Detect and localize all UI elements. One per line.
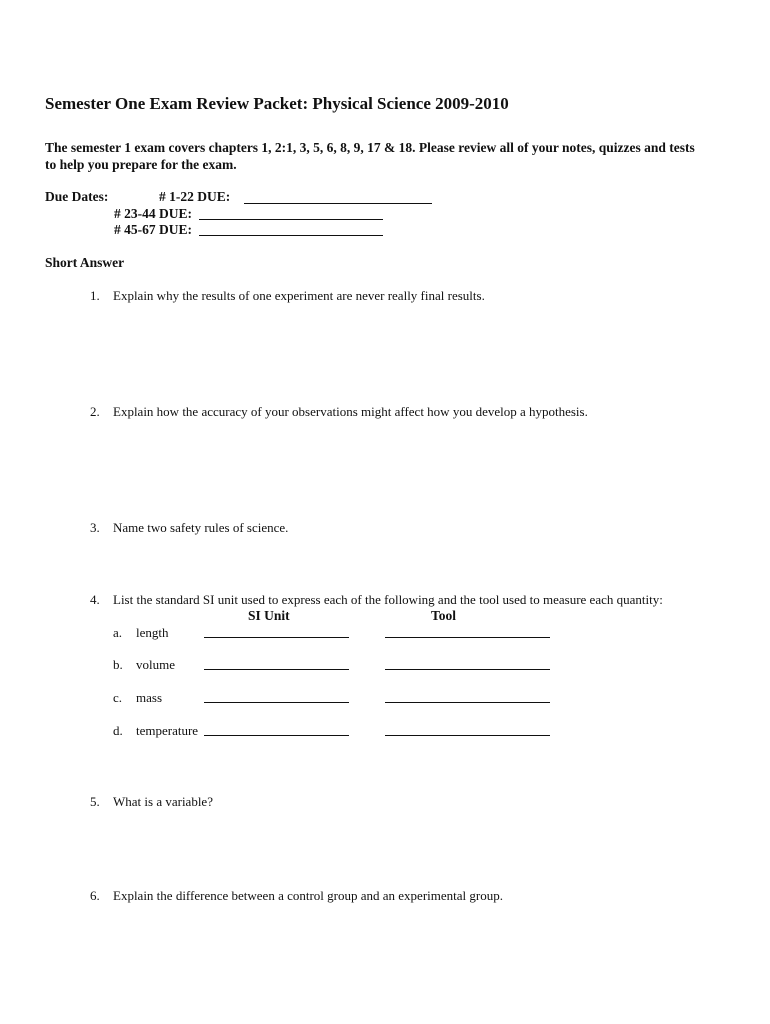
question-text: Explain how the accuracy of your observations might affect how you develop a hypothesis. (113, 404, 588, 419)
row-label: temperature (136, 723, 199, 738)
due-date-entry-1: # 1-22 DUE: (159, 189, 231, 204)
tool-blank-temperature[interactable] (385, 735, 550, 736)
si-unit-blank-volume[interactable] (204, 669, 349, 670)
intro-line-1: The semester 1 exam covers chapters 1, 2:1, 3, 5, 6, 8, 9, 17 & 18. Please review all of your notes, quizzes and tests (45, 140, 695, 155)
tool-blank-length[interactable] (385, 637, 550, 638)
question-number: 5. (90, 794, 100, 809)
row-letter: a. (113, 625, 123, 640)
question-number: 6. (90, 888, 100, 903)
section-heading: Short Answer (45, 255, 125, 270)
si-unit-blank-mass[interactable] (204, 702, 349, 703)
row-label: volume (136, 657, 175, 672)
si-unit-blank-length[interactable] (204, 637, 349, 638)
question-text: List the standard SI unit used to express each of the following and the tool used to measure each quantity: (113, 592, 663, 607)
tool-blank-volume[interactable] (385, 669, 550, 670)
due-date-entry-3: # 45-67 DUE: (114, 222, 192, 237)
question-text: Explain the difference between a control group and an experimental group. (113, 888, 503, 903)
due-dates-label: Due Dates: (45, 189, 109, 204)
si-unit-blank-temperature[interactable] (204, 735, 349, 736)
question-number: 2. (90, 404, 100, 419)
question-number: 3. (90, 520, 100, 535)
due-date-blank-2[interactable] (199, 219, 383, 220)
intro-line-2: to help you prepare for the exam. (45, 157, 237, 172)
row-letter: b. (113, 657, 123, 672)
tool-column-header: Tool (431, 608, 457, 623)
due-date-entry-2: # 23-44 DUE: (114, 206, 192, 221)
question-text: Explain why the results of one experiment are never really final results. (113, 288, 485, 303)
row-letter: d. (113, 723, 123, 738)
row-letter: c. (113, 690, 123, 705)
due-date-blank-3[interactable] (199, 235, 383, 236)
question-number: 4. (90, 592, 100, 607)
page-title: Semester One Exam Review Packet: Physical Science 2009-2010 (45, 94, 509, 113)
question-text: Name two safety rules of science. (113, 520, 289, 535)
due-date-blank-1[interactable] (244, 203, 432, 204)
question-number: 1. (90, 288, 100, 303)
row-label: length (136, 625, 169, 640)
si-unit-column-header: SI Unit (248, 608, 290, 623)
question-text: What is a variable? (113, 794, 213, 809)
tool-blank-mass[interactable] (385, 702, 550, 703)
row-label: mass (136, 690, 162, 705)
